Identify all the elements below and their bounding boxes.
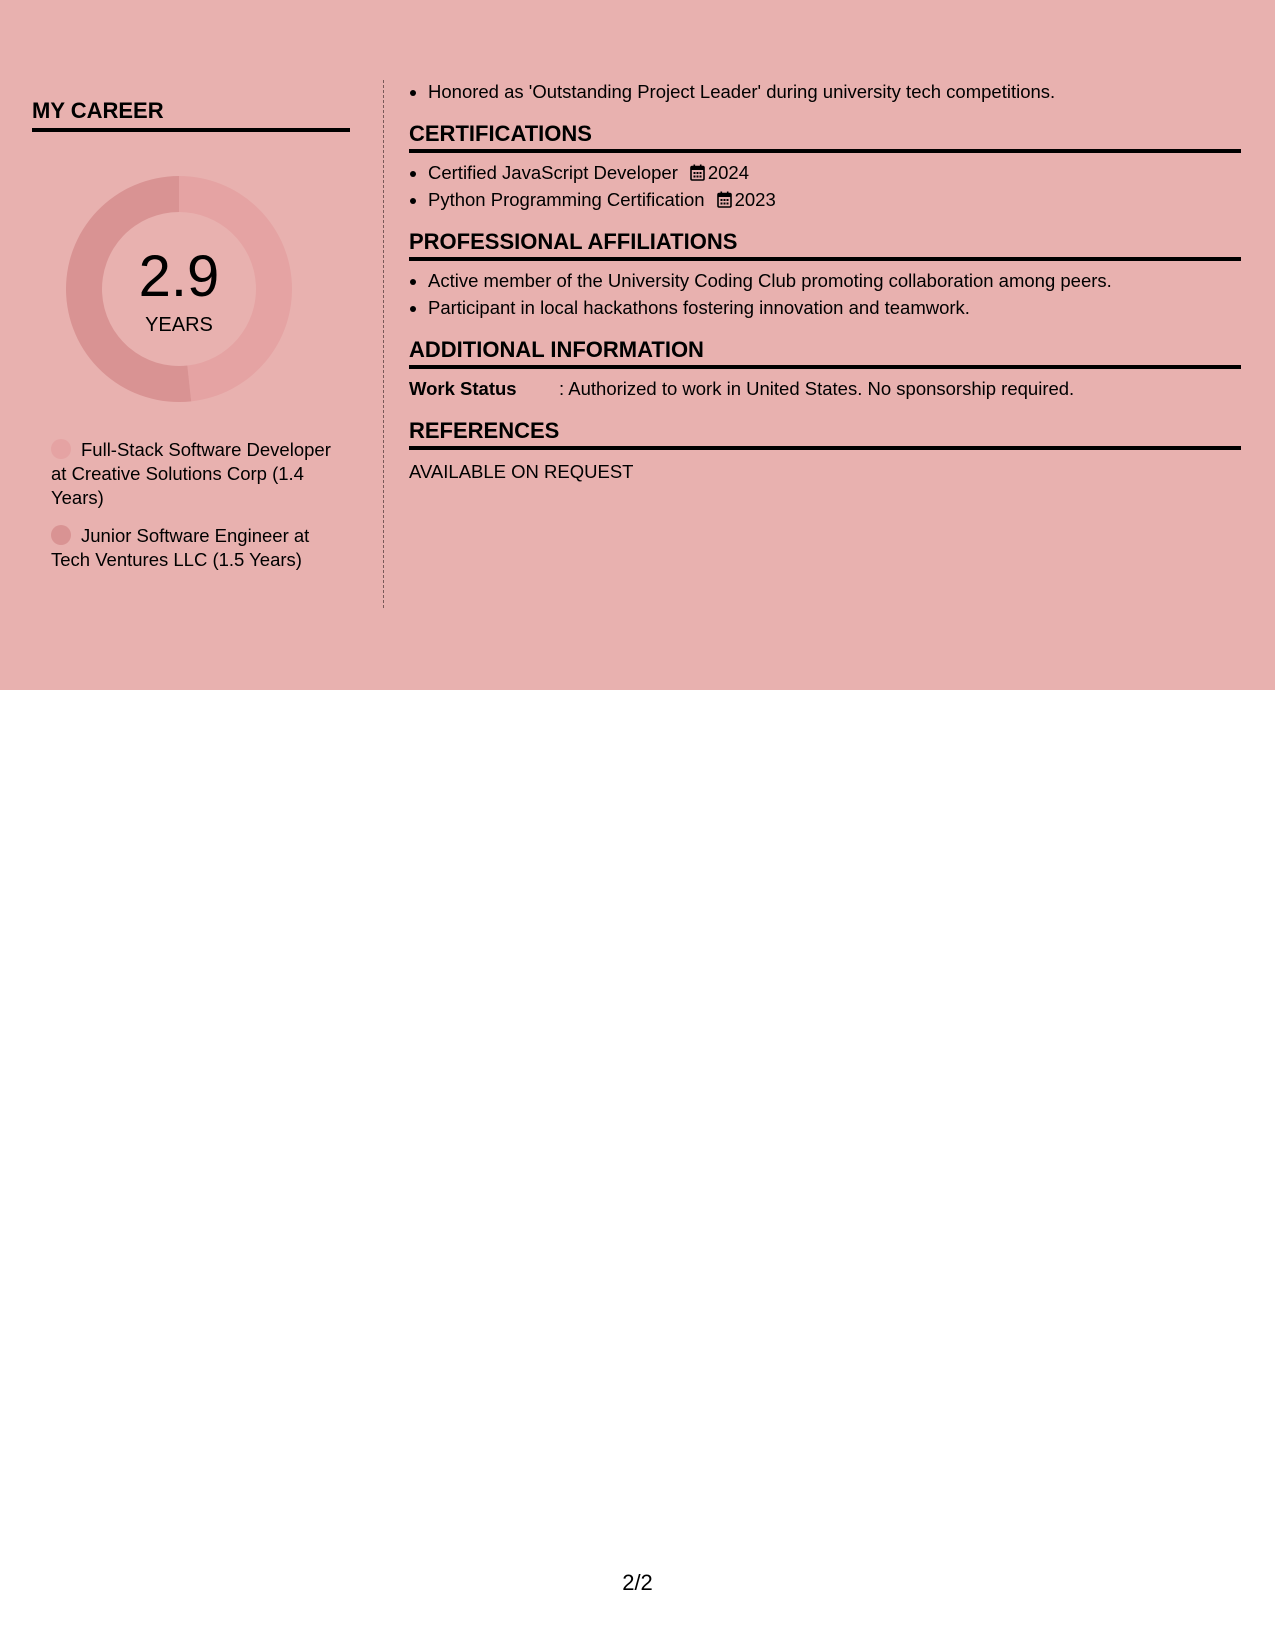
certification-year: 2023: [734, 189, 776, 210]
certification-year: 2024: [707, 162, 750, 183]
career-legend: [51, 438, 331, 572]
certification-name: Python Programming Certification: [428, 189, 705, 210]
affiliation-item: • Participant in local hackathons fostering innovation and teamwork.: [428, 294, 1241, 321]
career-title: MY CAREER: [32, 98, 350, 132]
additional-info-title: ADDITIONAL INFORMATION: [409, 337, 1241, 369]
career-total-unit: YEARS: [145, 314, 213, 336]
career-total-value: 2.9: [138, 244, 220, 309]
references-text: AVAILABLE ON REQUEST: [409, 461, 634, 482]
page-number: 2/2: [622, 1570, 653, 1595]
affiliations-title: PROFESSIONAL AFFILIATIONS: [409, 229, 1241, 261]
certifications-list: [409, 159, 1241, 213]
award-item: • Honored as 'Outstanding Project Leader' during university tech competitions.: [428, 78, 1241, 105]
awards-list: [409, 78, 1241, 105]
certification-item: [428, 186, 1241, 213]
affiliations-list: [409, 267, 1241, 321]
main-column: [409, 78, 1241, 485]
legend-item: [51, 438, 331, 510]
calendar-icon: [717, 191, 732, 208]
career-donut-chart: [66, 176, 292, 402]
career-section: [32, 98, 350, 586]
legend-item: [51, 524, 331, 572]
column-divider: [383, 80, 384, 608]
work-status-row: [409, 375, 1241, 402]
references-title: REFERENCES: [409, 418, 1241, 450]
legend-dot: [51, 439, 71, 459]
work-status-label: Work Status: [409, 378, 517, 399]
legend-label: Junior Software Engineer at Tech Ventures LLC (1.5 Years): [51, 525, 310, 570]
affiliation-item: • Active member of the University Coding Club promoting collaboration among peers.: [428, 267, 1241, 294]
legend-label: Full-Stack Software Developer at Creative Solutions Corp (1.4 Years): [51, 439, 331, 508]
work-status-value: : Authorized to work in United States. No sponsorship required.: [559, 378, 1075, 399]
calendar-icon: [690, 164, 705, 181]
certification-name: Certified JavaScript Developer: [428, 162, 678, 183]
certifications-title: CERTIFICATIONS: [409, 121, 1241, 153]
certification-item: [428, 159, 1241, 186]
donut-center: [66, 176, 292, 402]
legend-dot: [51, 525, 71, 545]
